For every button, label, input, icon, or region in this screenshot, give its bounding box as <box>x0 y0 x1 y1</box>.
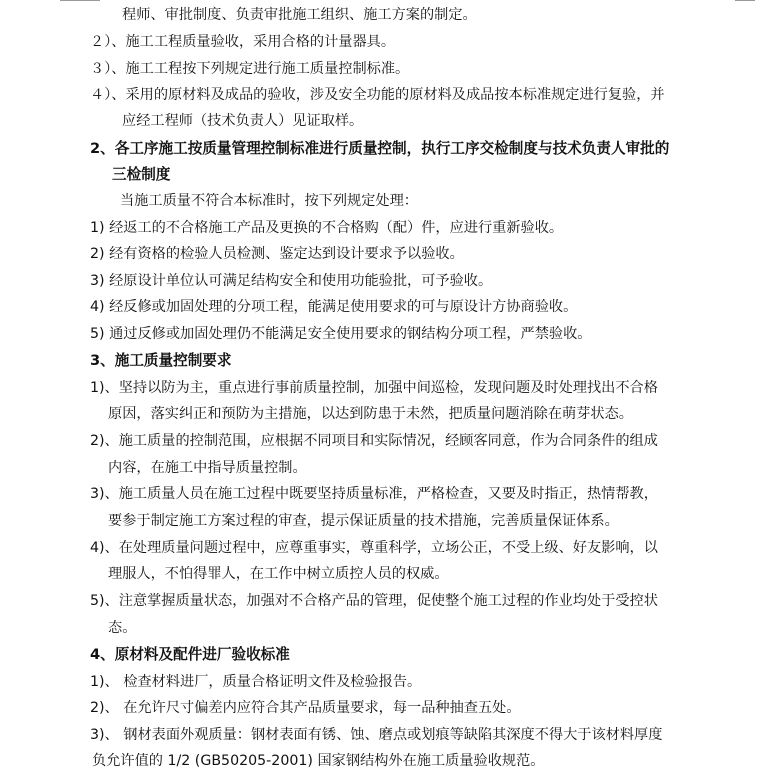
section-heading: 4、原材料及配件进厂验收标准 <box>90 646 290 663</box>
list-item: 2)、施工质量的控制范围，应根据不同项目和实际情况，经顾客同意，作为合同条件的组成 <box>90 433 658 449</box>
list-item: 2)、 在允许尺寸偏差内应符合其产品质量要求，每一品种抽查五处。 <box>90 700 521 716</box>
list-item: 3)、施工质量人员在施工过程中既要坚持质量标准，严格检查，又要及时指正，热情帮教， <box>90 486 658 502</box>
list-item: 5)、注意掌握质量状态，加强对不合格产品的管理，促使整个施工过程的作业均处于受控状 <box>90 593 658 609</box>
list-item-cont: 要参于制定施工方案过程的审查，提示保证质量的技术措施，完善质量保证体系。 <box>108 513 619 529</box>
list-item: 5) 通过反修或加固处理仍不能满足安全使用要求的钢结构分项工程，严禁验收。 <box>90 326 592 342</box>
list-item: 3) 经原设计单位认可满足结构安全和使用功能验批，可予验收。 <box>90 273 493 289</box>
list-item-cont: 理服人，不怕得罪人，在工作中树立质控人员的权威。 <box>108 566 449 582</box>
list-item: 4) 经反修或加固处理的分项工程，能满足使用要求的可与原设计方协商验收。 <box>90 299 578 315</box>
text-line: ４）、采用的原材料及成品的验收，涉及安全功能的原材料及成品按本标准规定进行复验，并 <box>90 87 665 103</box>
text-line: ２）、施工工程质量验收，采用合格的计量器具。 <box>90 34 396 50</box>
section-heading: 2、各工序施工按质量管理控制标准进行质量控制，执行工序交检制度与技术负责人审批的 <box>90 140 670 157</box>
text-line: 应经工程师（技术负责人）见证取样。 <box>122 113 364 129</box>
top-rule-right <box>735 0 755 1</box>
section-heading-cont: 三检制度 <box>112 166 171 183</box>
list-item: 4)、在处理质量问题过程中，应尊重事实，尊重科学，立场公正，不受上级、好友影响，以 <box>90 540 658 556</box>
text-line: ３）、施工工程按下列规定进行施工质量控制标准。 <box>90 61 410 77</box>
list-item: 2) 经有资格的检验人员检测、鉴定达到设计要求予以验收。 <box>90 246 464 262</box>
section-heading: 3、施工质量控制要求 <box>90 352 232 369</box>
list-item: 1)、 检查材料进厂，质量合格证明文件及检验报告。 <box>90 674 422 690</box>
list-item-cont: 原因，落实纠正和预防为主措施，以达到防患于未然，把质量问题消除在萌芽状态。 <box>108 406 633 422</box>
list-item: 1)、坚持以防为主，重点进行事前质量控制，加强中间巡检，发现问题及时处理找出不合格 <box>90 380 658 396</box>
top-rule-left <box>60 0 100 1</box>
text-line: 程师、审批制度、负责审批施工组织、施工方案的制定。 <box>122 7 477 23</box>
list-item-cont: 内容，在施工中指导质量控制。 <box>108 460 307 476</box>
list-item: 1) 经返工的不合格施工产品及更换的不合格购（配）件，应进行重新验收。 <box>90 220 564 236</box>
list-item-cont: 负允许值的 1/2 (GB50205-2001) 国家钢结构外在施工质量验收规范。 <box>92 753 545 769</box>
list-item-cont: 态。 <box>108 620 137 636</box>
list-item: 3)、 钢材表面外观质量：钢材表面有锈、蚀、磨点或划痕等缺陷其深度不得大于该材料厚度 <box>90 727 663 743</box>
text-line: 当施工质量不符合本标准时，按下列规定处理： <box>120 193 418 209</box>
